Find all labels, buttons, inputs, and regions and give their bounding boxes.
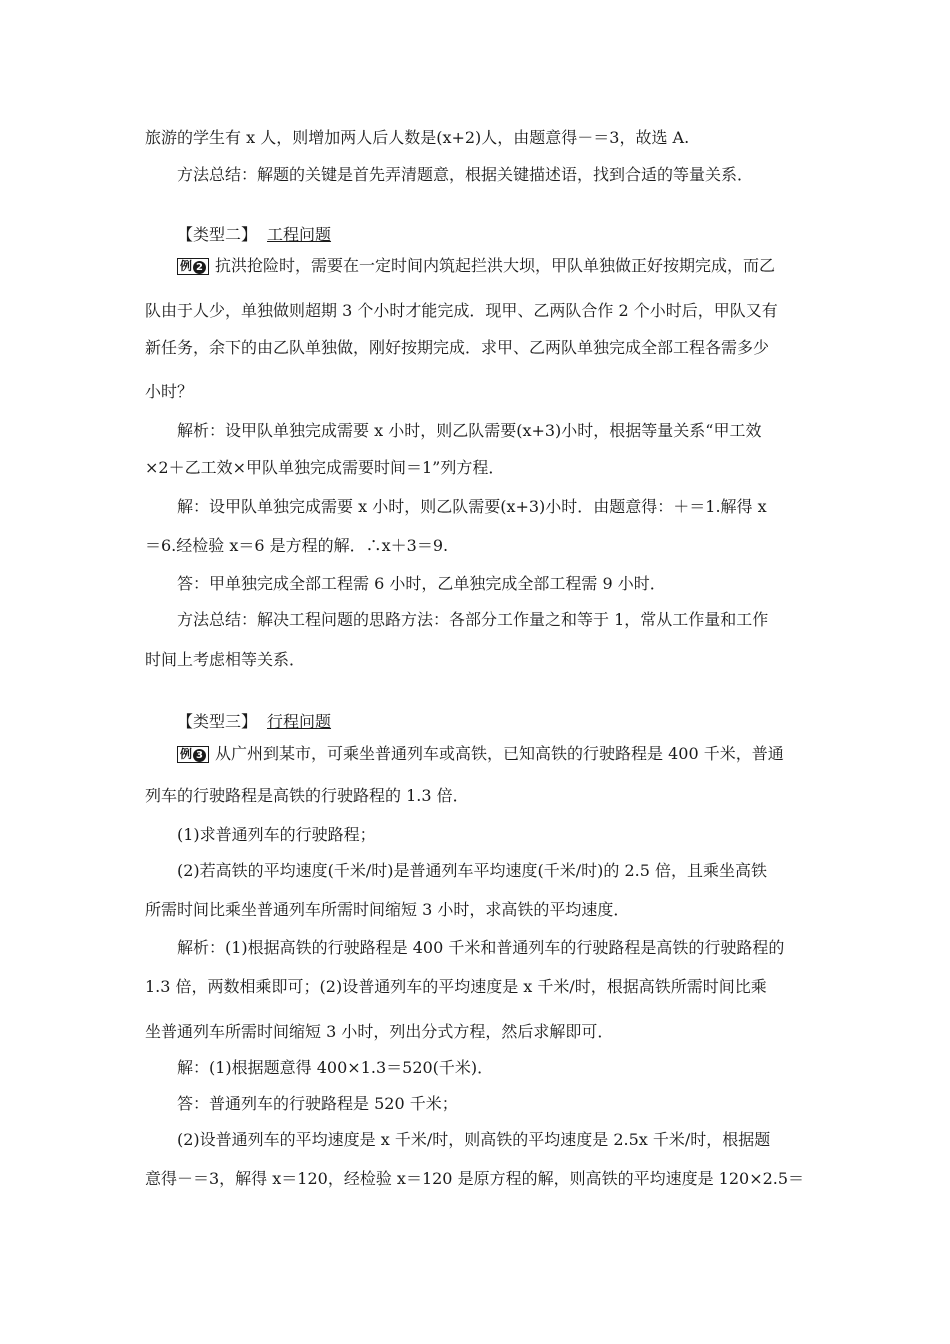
text-line: 所需时间比乘坐普通列车所需时间缩短 3 小时，求高铁的平均速度． xyxy=(145,900,630,919)
text-line: 旅游的学生有 x 人，则增加两人后人数是(x+2)人，由题意得－＝3，故选 A. xyxy=(145,128,690,147)
type-label: 【类型二】 xyxy=(177,225,258,244)
text-line: 1.3 倍，两数相乘即可；(2)设普通列车的平均速度是 x 千米/时，根据高铁所需时间比乘 xyxy=(145,977,767,996)
analysis-line: 解析：(1)根据高铁的行驶路程是 400 千米和普通列车的行驶路程是高铁的行驶路程的 xyxy=(177,938,785,957)
example-3-line xyxy=(177,744,810,764)
answer-line: 答：普通列车的行驶路程是 520 千米； xyxy=(177,1094,458,1113)
section-heading-type3 xyxy=(177,712,810,732)
topic-title: 工程问题 xyxy=(267,225,332,244)
text-line: 小时？ xyxy=(145,382,194,401)
topic-title: 行程问题 xyxy=(267,712,332,731)
type-label: 【类型三】 xyxy=(177,712,258,731)
text-line: ＝6.经检验 x＝6 是方程的解．∴x＋3＝9. xyxy=(145,536,449,555)
text-line: 时间上考虑相等关系． xyxy=(145,650,306,669)
question-part-1: (1)求普通列车的行驶路程； xyxy=(177,825,376,844)
example-text: 抗洪抢险时，需要在一定时间内筑起拦洪大坝，甲队单独做正好按期完成，而乙 xyxy=(215,256,776,275)
question-part-2: (2)若高铁的平均速度(千米/时)是普通列车平均速度(千米/时)的 2.5 倍，且乘坐高铁 xyxy=(177,861,768,880)
text-line: 列车的行驶路程是高铁的行驶路程的 1.3 倍． xyxy=(145,786,469,805)
section-heading-type2 xyxy=(177,225,810,245)
example-badge: 例 2 xyxy=(177,258,209,275)
solution-line: 解：设甲队单独完成需要 x 小时，则乙队需要(x+3)小时．由题意得：＋＝1.解得 x xyxy=(177,497,767,516)
example-2-line xyxy=(177,256,810,276)
analysis-line: 解析：设甲队单独完成需要 x 小时，则乙队需要(x+3)小时，根据等量关系“甲工效 xyxy=(177,421,762,440)
method-summary: 方法总结：解题的关键是首先弄清题意，根据关键描述语，找到合适的等量关系． xyxy=(177,165,754,184)
text-line: 意得－＝3，解得 x＝120，经检验 x＝120 是原方程的解，则高铁的平均速度是 120×2.5＝ xyxy=(145,1169,805,1188)
answer-line: 答：甲单独完成全部工程需 6 小时，乙单独完成全部工程需 9 小时． xyxy=(177,574,666,593)
text-line: 队由于人少，单独做则超期 3 个小时才能完成．现甲、乙两队合作 2 个小时后，甲队又有 xyxy=(145,301,778,320)
text-line: 坐普通列车所需时间缩短 3 小时，列出分式方程，然后求解即可． xyxy=(145,1022,614,1041)
solution-line: (2)设普通列车的平均速度是 x 千米/时，则高铁的平均速度是 2.5x 千米/时，根据题 xyxy=(177,1130,771,1149)
solution-line: 解：(1)根据题意得 400×1.3＝520(千米)． xyxy=(177,1058,494,1077)
text-line: 新任务，余下的由乙队单独做，刚好按期完成．求甲、乙两队单独完成全部工程各需多少 xyxy=(145,338,770,357)
example-text: 从广州到某市，可乘坐普通列车或高铁，已知高铁的行驶路程是 400 千米，普通 xyxy=(215,744,784,763)
example-badge: 例 3 xyxy=(177,746,209,763)
text-line: ×2＋乙工效×甲队单独完成需要时间＝1”列方程． xyxy=(145,458,505,477)
method-summary: 方法总结：解决工程问题的思路方法：各部分工作量之和等于 1，常从工作量和工作 xyxy=(177,610,769,629)
